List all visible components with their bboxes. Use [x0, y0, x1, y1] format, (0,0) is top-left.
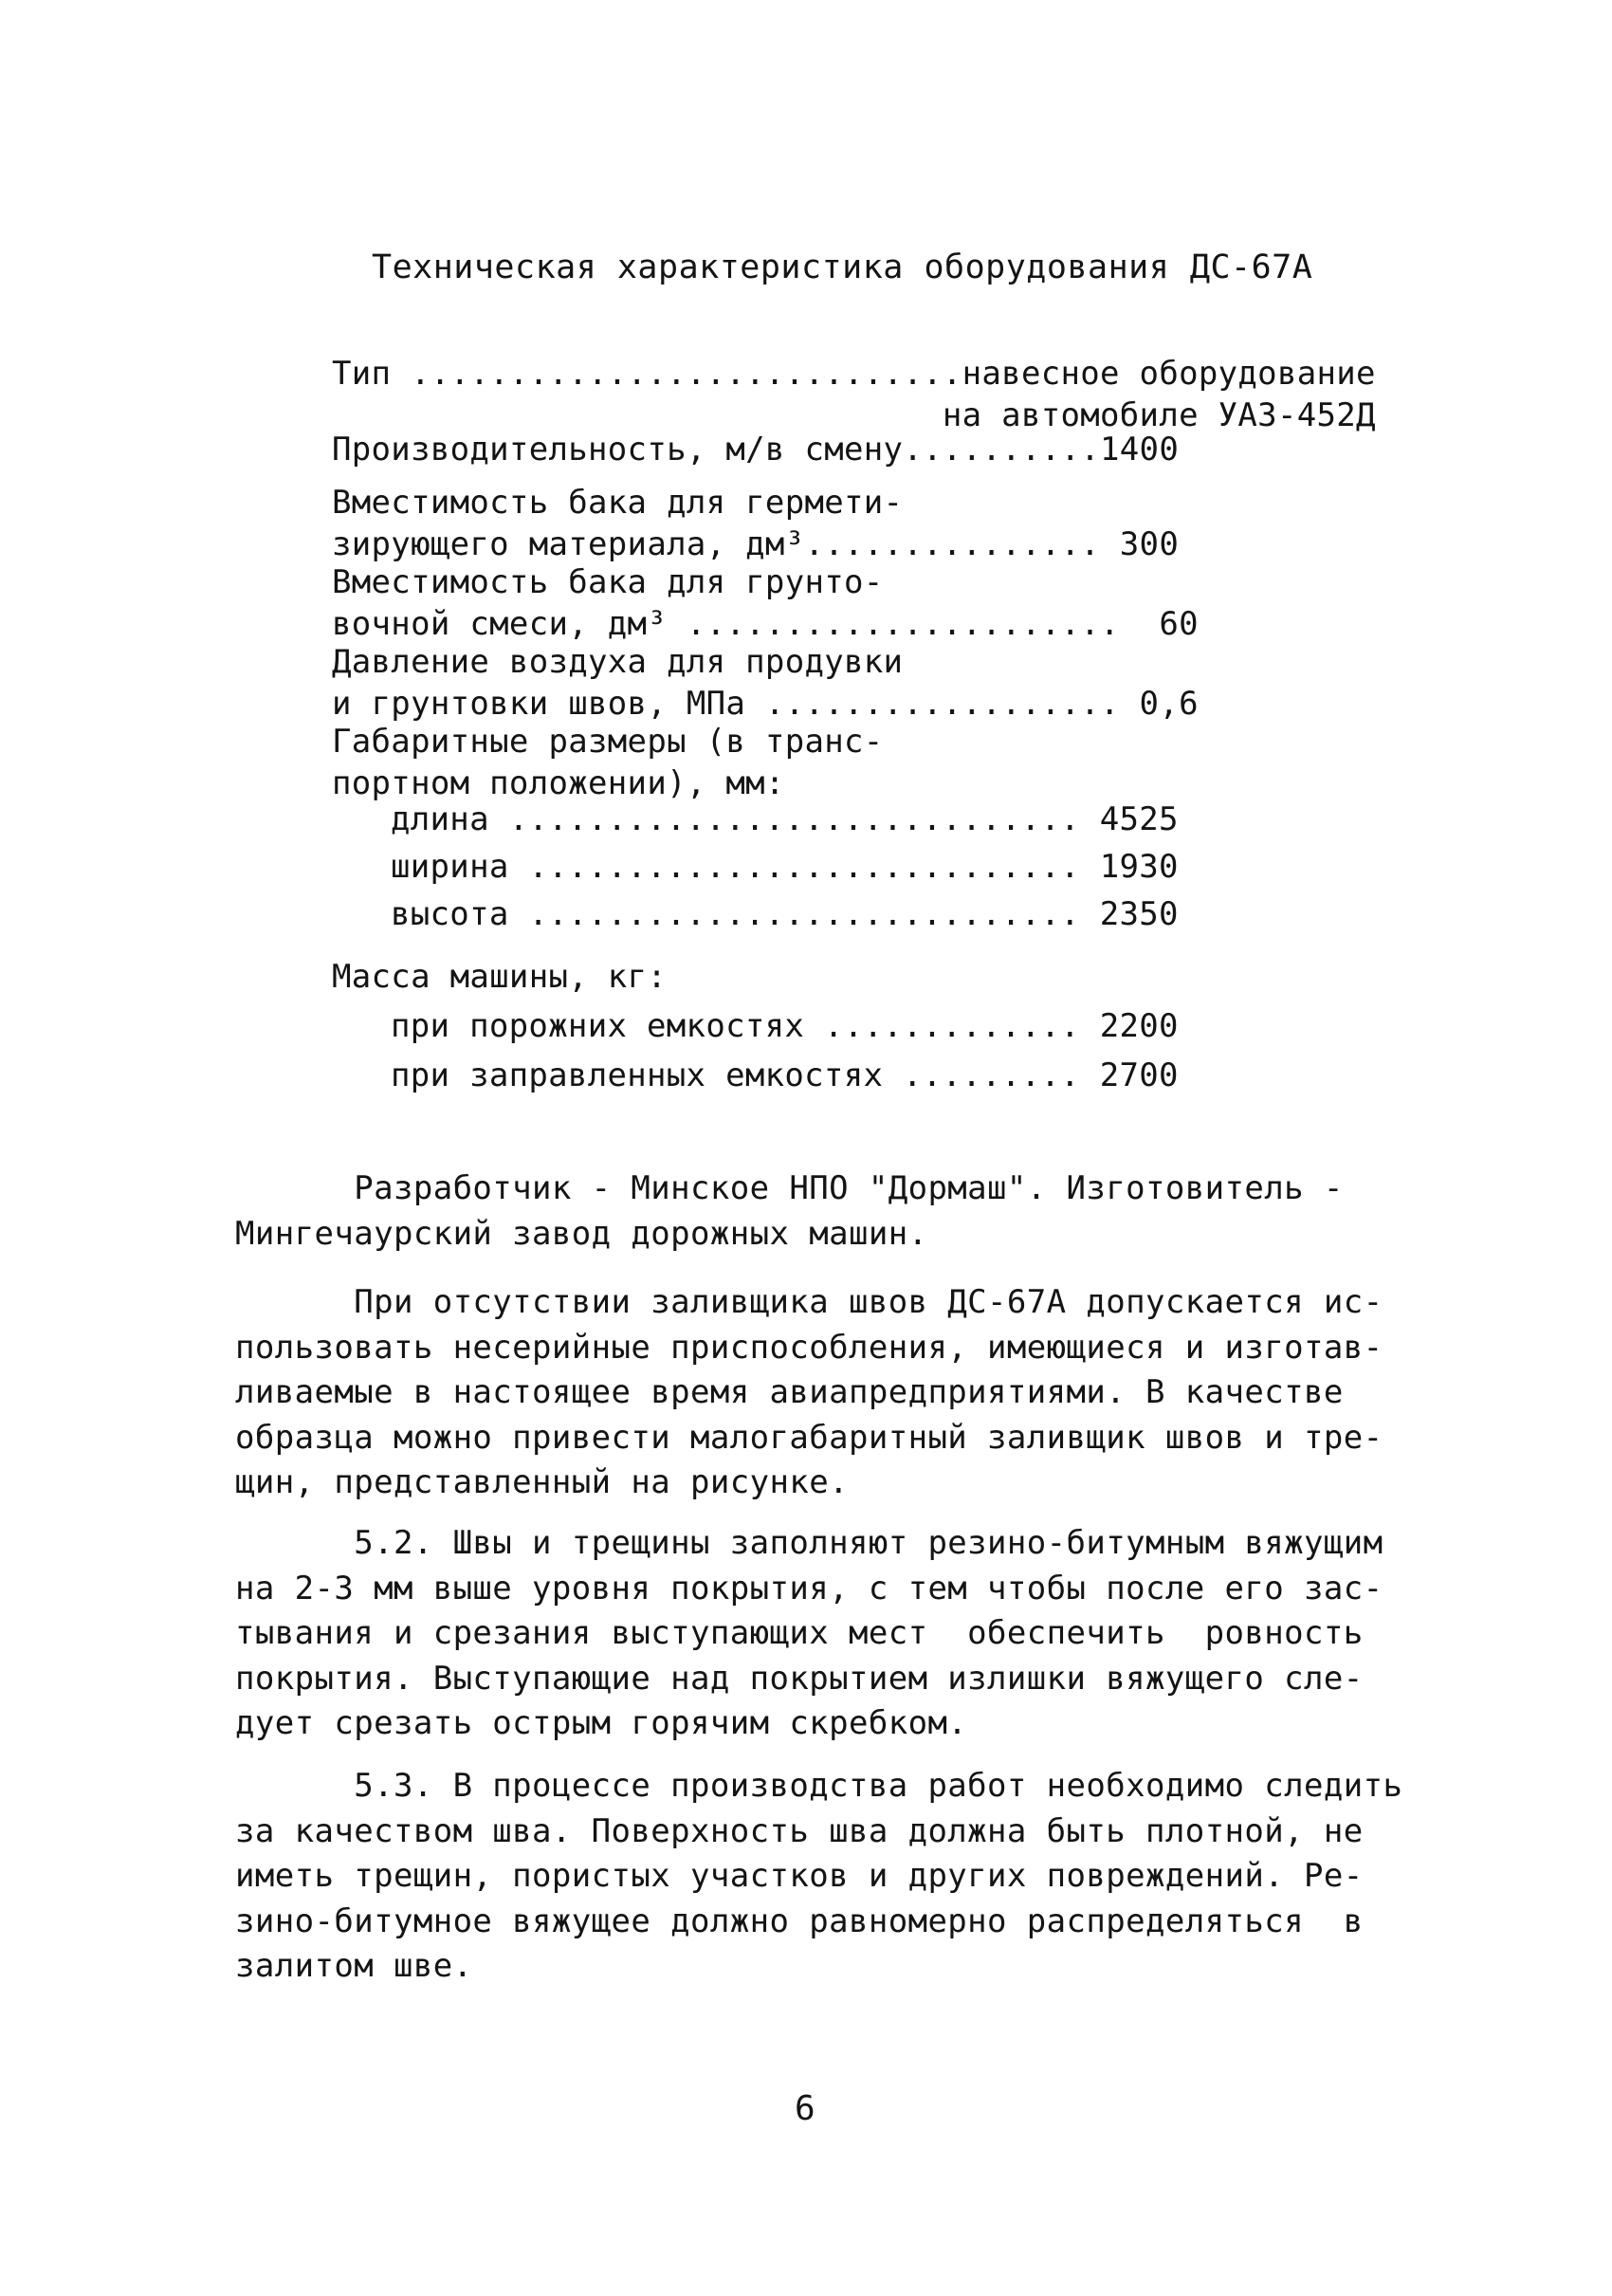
spec-type: Тип ............................навесное оборудование на автомобиле УАЗ-452Д [332, 355, 1376, 434]
spec-mass-full: при заправленных емкостях ......... 2700 [391, 1056, 1179, 1094]
spec-length: длина ............................. 4525 [391, 800, 1179, 838]
spec-title: Техническая характеристика оборудования ДС-67А [372, 248, 1313, 286]
spec-dimensions-heading: Габаритные размеры (в транс- портном положении), мм: [332, 723, 884, 802]
spec-air-pressure: Давление воздуха для продувки и грунтовки швов, МПа .................. 0,6 [332, 643, 1199, 723]
spec-productivity: Производительность, м/в смену..........1400 [332, 431, 1180, 468]
section-5-2-paragraph: 5.2. Швы и трещины заполняют резино-битумным вяжущим на 2-3 мм выше уровня покрытия, с тем чтобы после его зас- тывания и срезания выступающих мест обеспечить ровность покрытия. Выступающие над покрытием излишки вяжущего сле- дует срезать острым горячим скребком. [235, 1524, 1383, 1742]
developer-paragraph: Разработчик - Минское НПО "Дормаш". Изготовитель - Мингечаурский завод дорожных машин. [235, 1169, 1344, 1253]
spec-height: высота ............................ 2350 [391, 895, 1179, 933]
spec-mass-heading: Масса машины, кг: [332, 958, 668, 996]
page-number: 6 [795, 2089, 815, 2128]
spec-width: ширина ............................ 1930 [391, 848, 1179, 886]
spec-sealant-tank: Вместимость бака для гермети- зирующего материала, дм³............... 300 [332, 484, 1180, 563]
section-5-3-paragraph: 5.3. В процессе производства работ необходимо следить за качеством шва. Поверхность шва должна быть плотной, не иметь трещин, пористых участков и других повреждений. Ре- зино-битумное вяжущее должно равномерно распределяться в залитом шве. [235, 1767, 1403, 1985]
spec-primer-tank: Вместимость бака для грунто- вочной смеси, дм³ ...................... 60 [332, 563, 1199, 643]
alternative-equipment-paragraph: При отсутствии заливщика швов ДС-67А допускается ис- пользовать несерийные приспособления, имеющиеся и изготав- ливаемые в настоящее время авиапредприятиями. В качестве образца можно привести малогабаритный заливщик швов и тре- щин, представленный на рисунке. [235, 1283, 1383, 1501]
spec-mass-empty: при порожних емкостях ............. 2200 [391, 1007, 1179, 1045]
